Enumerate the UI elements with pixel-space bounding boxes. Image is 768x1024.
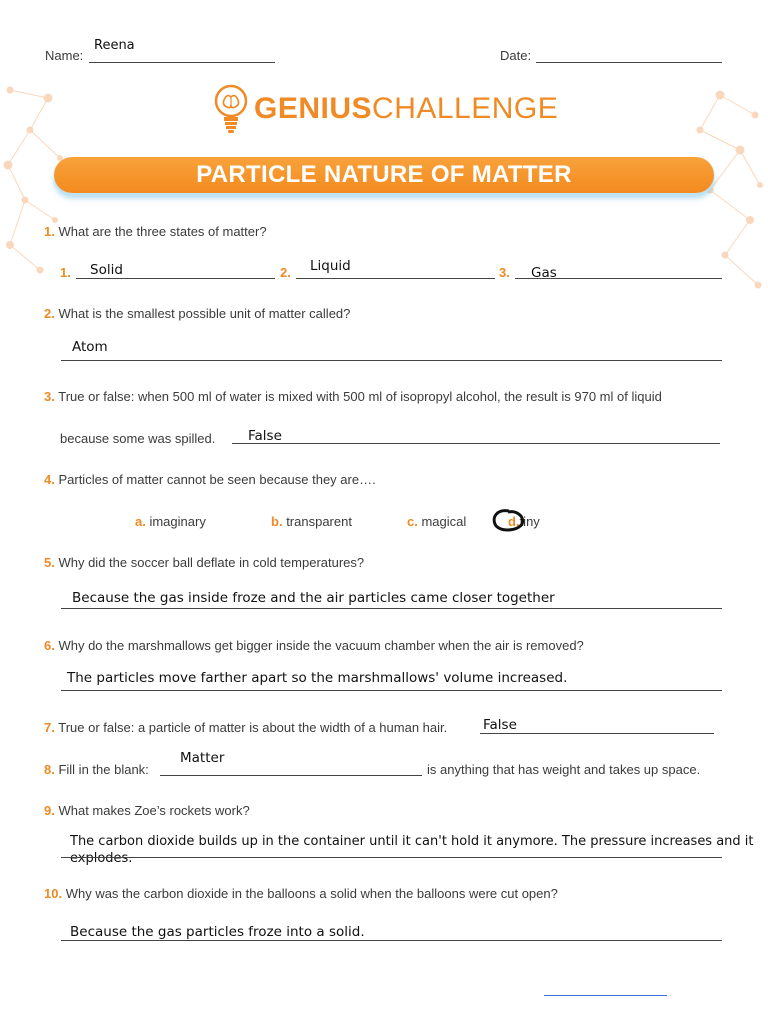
question-9: 9. What makes Zoe’s rockets work? — [44, 803, 250, 818]
question-7: 7. True or false: a particle of matter is about the width of a human hair. — [44, 720, 448, 735]
question-5: 5. Why did the soccer ball deflate in cold temperatures? — [44, 555, 365, 570]
q1-answer-3-underline — [515, 278, 722, 279]
q9-answer-underline — [61, 857, 722, 858]
question-3-continued: because some was spilled. — [60, 431, 216, 446]
name-label: Name: — [45, 48, 84, 63]
question-6: 6. Why do the marshmallows get bigger inside the vacuum chamber when the air is removed? — [44, 638, 584, 653]
title-banner — [54, 157, 714, 193]
q6-answer-underline — [61, 690, 722, 691]
q8-answer-underline — [160, 775, 422, 776]
lightbulb-brain-icon — [214, 84, 248, 136]
q1-answer-1[interactable]: Solid — [90, 262, 123, 278]
q1-answer-3[interactable]: Gas — [531, 265, 557, 281]
question-1: 1. What are the three states of matter? — [44, 224, 267, 239]
q2-answer[interactable]: Atom — [72, 339, 108, 355]
question-8: 8. Fill in the blank: — [44, 762, 149, 777]
logo-brand-bold: GENIUS — [254, 92, 373, 125]
date-underline — [536, 62, 722, 63]
date-label: Date: — [500, 48, 532, 63]
q1-answer-1-underline — [76, 278, 275, 279]
q7-answer-underline — [480, 733, 714, 734]
question-2: 2. What is the smallest possible unit of matter called? — [44, 306, 351, 321]
option-b[interactable]: b. transparent — [271, 514, 352, 529]
q10-answer[interactable]: Because the gas particles froze into a solid. — [70, 924, 365, 940]
q8-answer[interactable]: Matter — [180, 750, 225, 766]
logo-brand-light: CHALLENGE — [372, 92, 559, 125]
option-d[interactable]: d.tiny — [508, 514, 540, 529]
q9-answer-line-1[interactable]: The carbon dioxide builds up in the container until it can't hold it anymore. The pressure increases and it — [70, 834, 754, 849]
name-value[interactable]: Reena — [94, 38, 135, 53]
q1-sub-3-num: 3. — [499, 265, 510, 280]
answer-circle-mark — [489, 505, 527, 535]
q1-answer-2-underline — [296, 278, 495, 279]
question-4: 4. Particles of matter cannot be seen because they are…. — [44, 472, 376, 487]
q3-answer-underline — [232, 443, 720, 444]
q3-answer[interactable]: False — [248, 428, 282, 444]
question-8-continued: is anything that has weight and takes up space. — [427, 762, 701, 777]
name-underline — [89, 62, 275, 63]
question-3: 3. True or false: when 500 ml of water is mixed with 500 ml of isopropyl alcohol, the result is 970 ml of liquid — [44, 389, 662, 404]
option-c[interactable]: c. magical — [407, 514, 467, 529]
molecule-decoration-right — [680, 80, 768, 320]
option-a[interactable]: a. imaginary — [135, 514, 206, 529]
q10-answer-underline — [61, 940, 722, 941]
q5-answer-underline — [61, 608, 722, 609]
footer-link-line[interactable] — [544, 995, 667, 996]
q1-sub-1-num: 1. — [60, 265, 71, 280]
q7-answer[interactable]: False — [483, 717, 517, 733]
q1-sub-2-num: 2. — [280, 265, 291, 280]
q9-answer-line-2[interactable]: explodes. — [70, 851, 133, 866]
question-10: 10. Why was the carbon dioxide in the balloons a solid when the balloons were cut open? — [44, 886, 558, 901]
q2-answer-underline — [61, 360, 722, 361]
page-title: PARTICLE NATURE OF MATTER — [196, 161, 572, 188]
q6-answer[interactable]: The particles move farther apart so the marshmallows' volume increased. — [67, 670, 568, 686]
logo-text — [254, 92, 558, 126]
q5-answer[interactable]: Because the gas inside froze and the air particles came closer together — [72, 590, 555, 606]
q1-answer-2[interactable]: Liquid — [310, 258, 351, 274]
